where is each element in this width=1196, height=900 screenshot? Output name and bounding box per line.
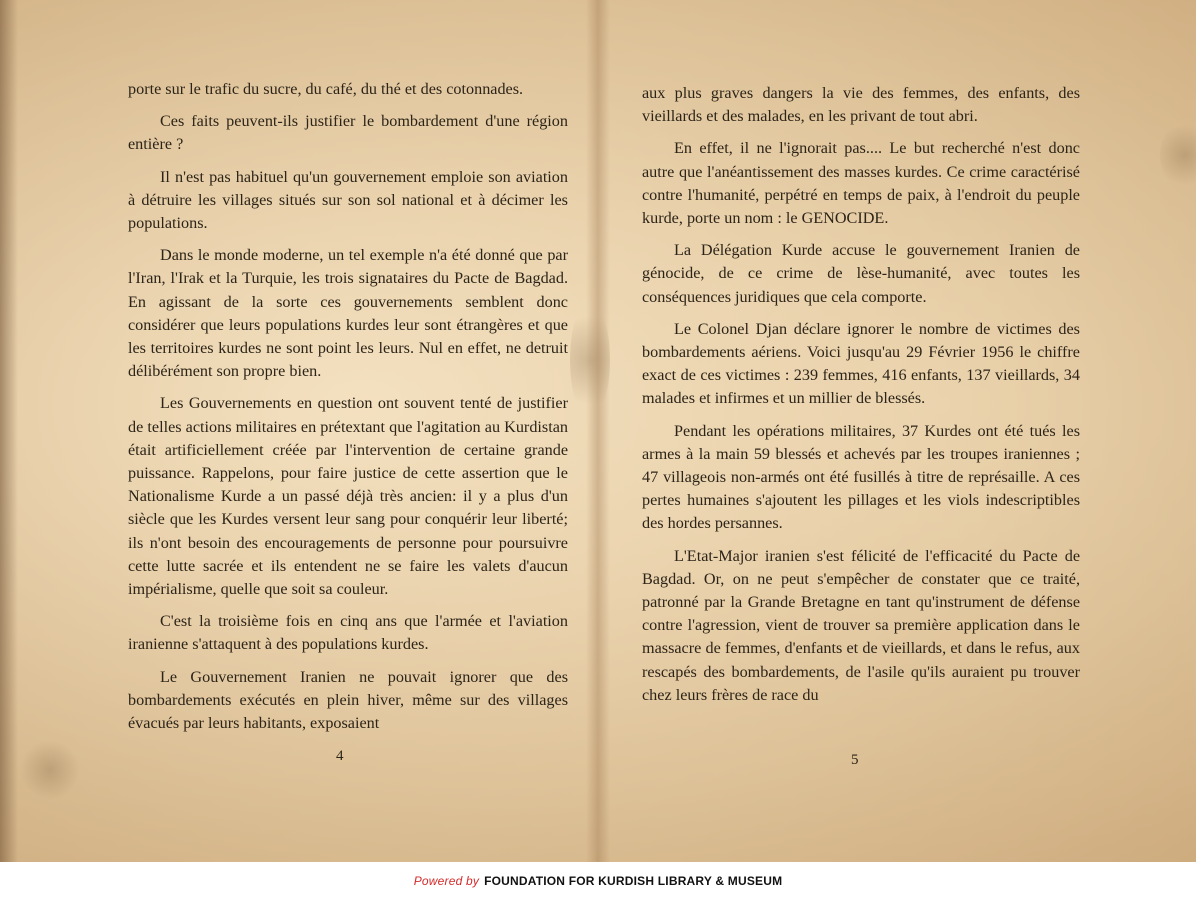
right-page-text [642, 82, 1080, 716]
paragraph: La Délégation Kurde accuse le gouvernement Iranien de génocide, de ce crime de lèse-humanité, avec toutes les conséquences juridiques que cela comporte. [642, 241, 1080, 306]
paragraph: Pendant les opérations militaires, 37 Kurdes ont été tués les armes à la main 59 blessés et achevés par les troupes iraniennes ; 47 villageois non-armés ont été fusillés à titre de représaille. A ces pertes humaines s'ajoutent les pillages et les viols indescriptibles des hordes persannes. [642, 421, 1080, 533]
paragraph: Il n'est pas habituel qu'un gouvernement emploie son aviation à détruire les villages situés sur son sol national et à décimer les populations. [128, 167, 568, 233]
paragraph: Le Colonel Djan déclare ignorer le nombre de victimes des bombardements aériens. Voici jusqu'au 29 Février 1956 le chiffre exact de ces victimes : 239 femmes, 416 enfants, 137 vieillards, 34 malades et infirmes et un millier de blessés. [642, 319, 1080, 408]
page-number: 5 [851, 752, 859, 768]
paragraph: C'est la troisième fois en cinq ans que l'armée et l'aviation iranienne s'attaquent à des populations kurdes. [128, 612, 568, 654]
organization-name: FOUNDATION FOR KURDISH LIBRARY & MUSEUM [484, 874, 783, 888]
left-page [0, 0, 598, 862]
paragraph: L'Etat-Major iranien s'est félicité de l'efficacité du Pacte de Bagdad. Or, on ne peut s'empêcher de constater que ce traité, patronné par la Grande Bretagne en tant qu'instrument de défense contre l'agression, vient de trouver sa première application dans le massacre de femmes, d'enfants et de vieillards, et dans le refus, aux rescapés des bombardements, de l'asile qu'ils auraient pu trouver chez leurs frères de race du [642, 546, 1080, 704]
paragraph: Les Gouvernements en question ont souvent tenté de justifier de telles actions militaires en prétextant que l'agitation au Kurdistan était artificiellement créée par l'intervention de certaine grande puissance. Rappelons, pour faire justice de cette assertion que le Nationalisme Kurde a un passé déjà très ancien: il y a plus d'un siècle que les Kurdes versent leur sang pour conquérir leur liberté; ils n'ont besoin des encouragements de personne pour poursuivre cette lutte sacrée et ils entendent ne se faire les valets d'aucun impérialisme, quelle que soit sa couleur. [128, 394, 568, 599]
paragraph: Dans le monde moderne, un tel exemple n'a été donné que par l'Iran, l'Irak et la Turquie, les trois signataires du Pacte de Bagdad. En agissant de la sorte ces gouvernements semblent donc considérer que leurs populations kurdes leur sont étrangères et que les territoires kurdes ne sont point les leurs. Nul en effet, ne detruit délibérément son propre bien. [128, 246, 568, 381]
paragraph: porte sur le trafic du sucre, du café, du thé et des cotonnades. [128, 80, 524, 98]
right-page [598, 0, 1196, 862]
paragraph: Ces faits peuvent-ils justifier le bombardement d'une région entière ? [128, 112, 568, 154]
paragraph: Le Gouvernement Iranien ne pouvait ignorer que des bombardements exécutés en plein hiver, même sur des villages évacués par leurs habitants, exposaient [128, 667, 568, 733]
page-number: 4 [336, 748, 344, 764]
powered-by-label: Powered by [413, 874, 480, 888]
footer-banner [0, 862, 1196, 900]
left-page-text [128, 78, 568, 744]
paragraph: En effet, il ne l'ignorait pas.... Le but recherché n'est donc autre que l'anéantissement des masses kurdes. Ce crime caractérisé contre l'humanité, perpétré en temps de paix, à l'endroit du peuple kurde, porte un nom : le GENOCIDE. [642, 139, 1080, 228]
paragraph: aux plus graves dangers la vie des femmes, des enfants, des vieillards et des malades, en les privant de tout abri. [642, 84, 1080, 126]
